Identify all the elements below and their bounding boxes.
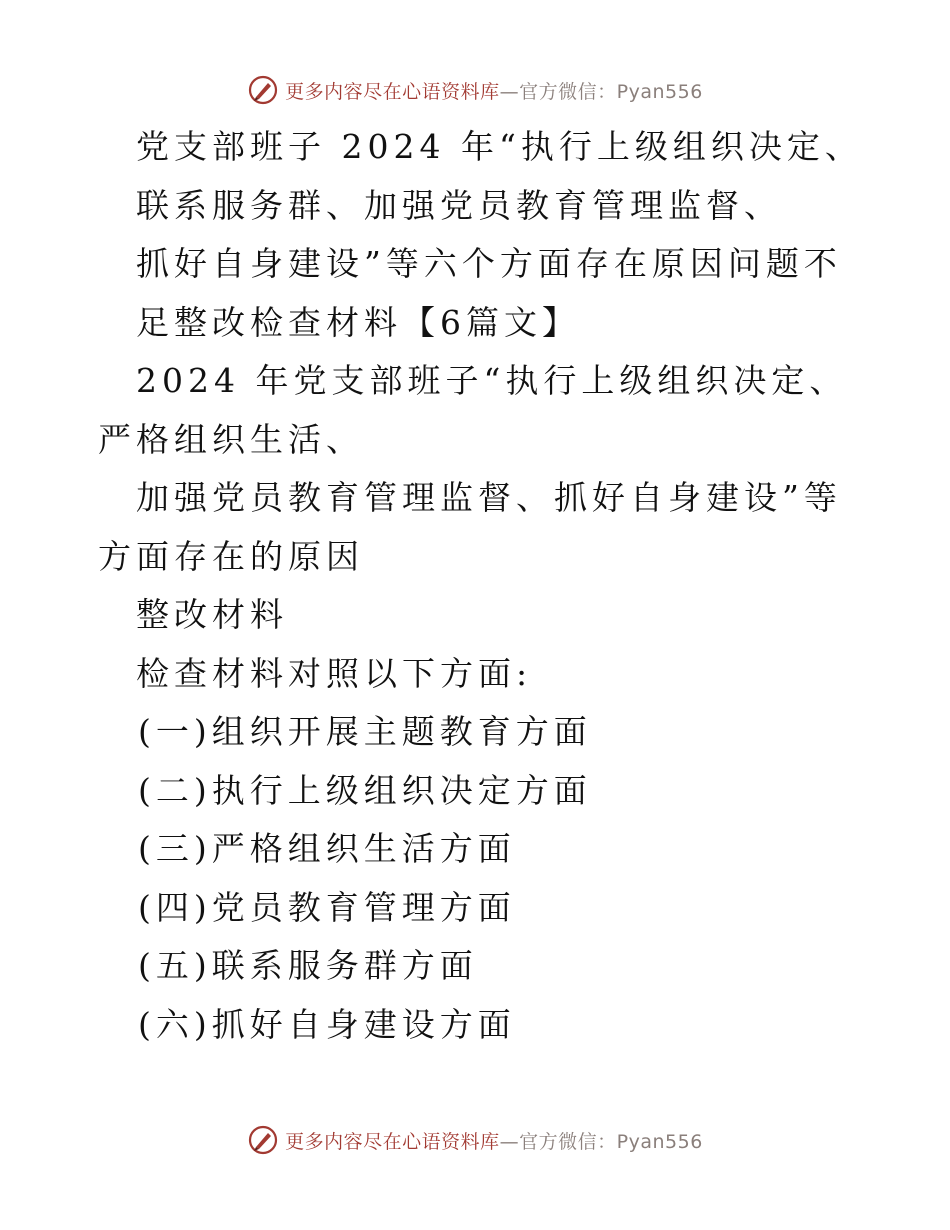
title-line-1: 党支部班子 2024 年“执行上级组织决定、 <box>136 127 863 166</box>
paragraph-2: 加强党员教育管理监督、抓好自身建设”等方面存在的原因 <box>98 478 842 576</box>
list-item: (二)执行上级组织决定方面 <box>138 770 592 810</box>
title-line-3: 抓好自身建设”等六个方面存在原因问题不 <box>136 244 842 283</box>
header-banner <box>0 70 950 110</box>
list-item: (四)党员教育管理方面 <box>138 887 516 927</box>
header-banner-wechat: 官方微信：Pyan556 <box>519 80 703 103</box>
pen-logo-icon <box>247 1124 279 1156</box>
list-item: (五)联系服务群方面 <box>138 946 478 985</box>
footer-banner <box>0 1120 950 1160</box>
title-line-4: 足整改检查材料【6篇文】 <box>136 302 580 342</box>
list-item: (三)严格组织生活方面 <box>138 829 516 868</box>
footer-banner-text <box>285 1127 703 1154</box>
footer-banner-sep: — <box>499 1130 520 1153</box>
list-item: (一)组织开展主题教育方面 <box>138 712 592 751</box>
header-banner-inner <box>247 74 703 106</box>
footer-banner-main: 更多内容尽在心语资料库 <box>285 1130 500 1153</box>
footer-banner-inner <box>247 1124 703 1156</box>
header-banner-text <box>285 77 703 104</box>
footer-banner-wechat: 官方微信：Pyan556 <box>519 1130 703 1153</box>
pen-logo-icon <box>247 74 279 106</box>
title-line-2: 联系服务群、加强党员教育管理监督、 <box>136 185 782 225</box>
header-banner-main: 更多内容尽在心语资料库 <box>285 80 500 103</box>
list-item: (六)抓好自身建设方面 <box>138 1004 516 1044</box>
paragraph-4: 检查材料对照以下方面: <box>136 653 533 693</box>
header-banner-sep: — <box>499 80 520 103</box>
paragraph-3: 整改材料 <box>136 595 288 634</box>
document-body <box>98 118 898 1054</box>
paragraph-1: 2024 年党支部班子“执行上级组织决定、严格组织生活、 <box>98 361 848 459</box>
